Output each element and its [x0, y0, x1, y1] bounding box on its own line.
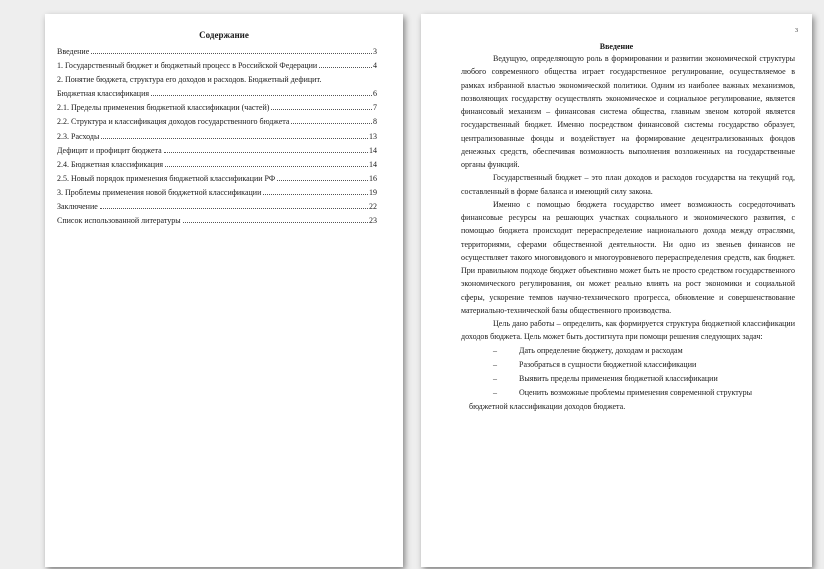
toc-list: [57, 45, 377, 228]
intro-paragraph: Государственный бюджет – это план доходов и расходов государства на текущий год, составленный в форме баланса и имеющий силу закона.: [461, 173, 795, 196]
task-text: Выявить пределы применения бюджетной классификации: [519, 373, 718, 383]
toc-entry-page: 13: [369, 131, 377, 141]
toc-entry-text: Бюджетная классификация: [57, 89, 150, 99]
toc-entry-text: 2.5. Новый порядок применения бюджетной классификации РФ: [57, 173, 276, 183]
intro-paragraph: Ведущую, определяющую роль в формировании и развитии экономической структуры любого современного общества играет государственное регулирование, осуществляемое в рамках избранной властью экономической политики. Одним из наиболее важных механизмов, позволяющих государству осуществлять экономическое и социальное регулирование, является финансовый механизм – финансовая система общества, главным звеном которой является государственный бюджет. Именно посредством финансовой системы государство образует, централизованные фонды и воздействует на формирование децентрализованных фондов денежных средств, обеспечивая возможность выполнения возложенных на государственные органы функций.: [461, 54, 795, 169]
toc-entry-text: 2.3. Расходы: [57, 131, 100, 141]
toc-leader: [165, 166, 368, 167]
toc-entry: [57, 214, 377, 228]
intro-title: Введение: [599, 42, 634, 51]
task-dash: –: [493, 345, 497, 355]
task-text: Дать определение бюджету, доходам и расходам: [519, 345, 683, 355]
toc-entry: [57, 73, 377, 87]
task-list: [461, 344, 795, 400]
toc-leader: [291, 123, 372, 124]
toc-entry: [57, 158, 377, 172]
task-item: [461, 358, 795, 372]
toc-entry-page: 14: [369, 159, 377, 169]
toc-entry-text: 2.4. Бюджетная классификация: [57, 159, 164, 169]
toc-leader: [100, 208, 368, 209]
toc-entry: [57, 45, 377, 59]
toc-entry: [57, 172, 377, 186]
toc-entry-text: 3. Проблемы применения новой бюджетной классификации: [57, 187, 262, 197]
toc-entry: [57, 200, 377, 214]
task-dash: –: [493, 373, 497, 383]
toc-entry-text: Дефицит и профицит бюджета: [57, 145, 162, 155]
toc-leader: [101, 138, 368, 139]
task-text: Разобраться в сущности бюджетной классификации: [519, 359, 697, 369]
toc-entry-page: 22: [369, 202, 377, 212]
toc-page: [45, 14, 403, 567]
toc-entry-text: 1. Государственный бюджет и бюджетный процесс в Российской Федерации: [57, 61, 318, 71]
toc-leader: [319, 67, 372, 68]
toc-entry: [57, 186, 377, 200]
toc-entry-text: 2.1. Пределы применения бюджетной классификации (частей): [57, 103, 270, 113]
toc-entry-page: 8: [373, 117, 377, 127]
toc-leader: [263, 194, 368, 195]
toc-entry-text: Список использованной литературы: [57, 216, 181, 226]
toc-entry: [57, 59, 377, 73]
toc-entry: [57, 144, 377, 158]
toc-entry-page: 4: [373, 61, 377, 71]
page-number: 3: [795, 28, 798, 34]
intro-paragraph: Цель дано работы – определить, как формируется структура бюджетной классификации доходов бюджета. Цель может быть достигнута при помощи решения следующих задач:: [461, 319, 795, 342]
toc-entry-page: 6: [373, 89, 377, 99]
toc-entry: [57, 115, 377, 129]
task-item: [461, 372, 795, 386]
intro-body: [461, 52, 795, 413]
task-item: [461, 344, 795, 358]
toc-entry-page: 7: [373, 103, 377, 113]
task-item: [461, 386, 795, 400]
toc-leader: [164, 152, 368, 153]
toc-leader: [277, 180, 368, 181]
task-text: Оценить возможные проблемы применения современной структуры: [519, 387, 752, 397]
toc-entry-text: 2. Понятие бюджета, структура его доходов и расходов. Бюджетный дефицит.: [57, 75, 322, 85]
toc-entry-page: 19: [369, 187, 377, 197]
toc-entry-page: 23: [369, 216, 377, 226]
toc-entry-text: Введение: [57, 47, 90, 56]
toc-entry-page: 3: [373, 47, 377, 56]
intro-page: [421, 14, 812, 567]
toc-entry: [57, 130, 377, 144]
toc-entry: [57, 101, 377, 115]
toc-entry-text: 2.2. Структура и классификация доходов государственного бюджета: [57, 117, 290, 127]
toc-entry-text: Заключение: [57, 202, 98, 212]
toc-leader: [91, 53, 372, 54]
intro-paragraph: Именно с помощью бюджета государство имеет возможность сосредоточивать финансовые ресурсы на решающих участках социального и экономического развития, с помощью бюджета происходит перераспределение национального дохода между отраслями, территориями, сферами общественной деятельности. Ни одно из звеньев финансов не осуществляет такого многовидового и многоуровневого перераспределения средств, как бюджет. При правильном подходе бюджет объективно может быть не просто средством государственного экономического регулирования, он может реально влиять на рост экономики и социальной сферы, ускорение темпов научно-технического прогресса, обновление и совершенствование материально-технической базы общественного производства.: [461, 199, 795, 315]
task-tail: бюджетной классификации доходов бюджета.: [469, 401, 626, 411]
toc-leader: [271, 109, 372, 110]
toc-leader: [183, 222, 368, 223]
toc-entry-page: 16: [369, 173, 377, 183]
toc-title: Содержание: [199, 30, 249, 40]
toc-entry: [57, 87, 377, 101]
toc-entry-page: 14: [369, 145, 377, 155]
toc-leader: [151, 95, 372, 96]
task-dash: –: [493, 387, 497, 397]
task-dash: –: [493, 359, 497, 369]
